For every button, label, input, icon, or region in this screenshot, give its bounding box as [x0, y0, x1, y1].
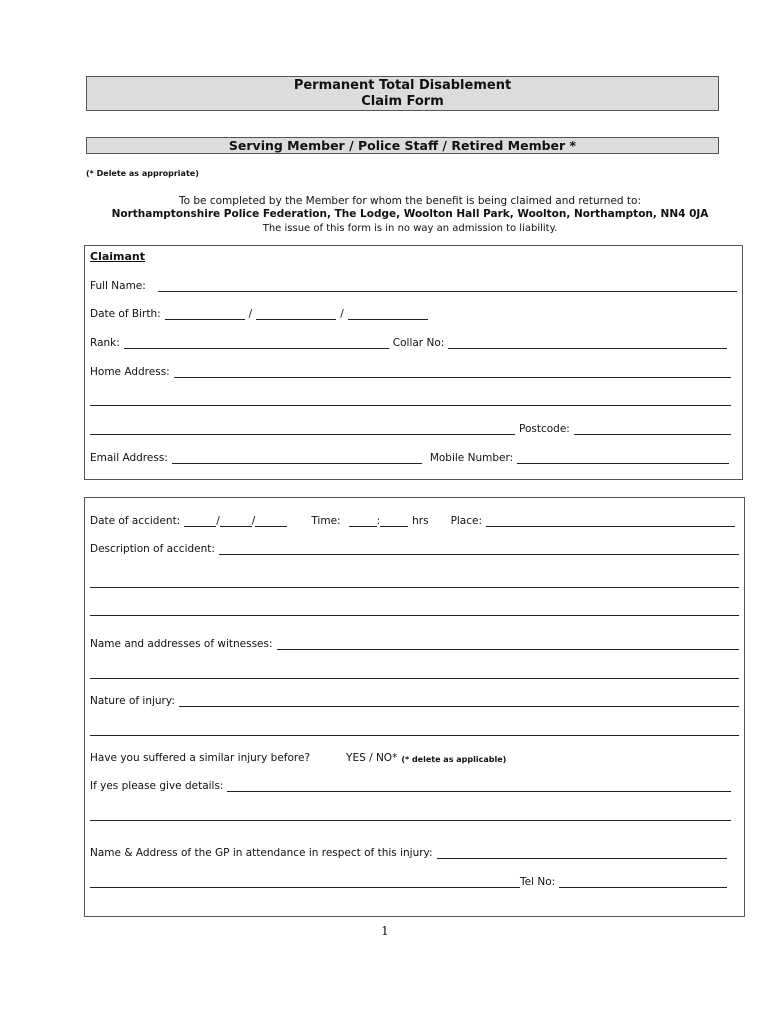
- witnesses-field-1[interactable]: [277, 640, 739, 650]
- time-hours-field[interactable]: [349, 517, 377, 527]
- description-field-2[interactable]: [90, 578, 739, 588]
- title-line-2: Claim Form: [361, 94, 444, 109]
- delete-note: (* Delete as appropriate): [86, 169, 199, 178]
- full-name-row: [90, 278, 737, 292]
- mobile-field[interactable]: [517, 454, 729, 464]
- yes-no-option[interactable]: YES / NO*: [346, 752, 398, 764]
- injury-row: [90, 693, 739, 707]
- home-address-field-1[interactable]: [174, 368, 731, 378]
- postcode-row: [90, 421, 737, 435]
- collar-field[interactable]: [448, 339, 727, 349]
- member-type-heading: Serving Member / Police Staff / Retired Member *: [86, 137, 719, 154]
- dob-month-field[interactable]: [256, 310, 336, 320]
- injury-field-1[interactable]: [179, 697, 739, 707]
- title-line-1: Permanent Total Disablement: [293, 78, 512, 93]
- time-label: Time:: [311, 515, 341, 527]
- accident-year-field[interactable]: [255, 517, 287, 527]
- gp-field-1[interactable]: [437, 849, 727, 859]
- rank-label: Rank:: [90, 337, 120, 349]
- mobile-label: Mobile Number:: [429, 452, 514, 464]
- accident-date-row: [90, 513, 739, 527]
- description-row-3: [90, 602, 739, 616]
- gp-field-2[interactable]: [90, 878, 520, 888]
- accident-month-field[interactable]: [220, 517, 252, 527]
- liability-disclaimer: The issue of this form is in no way an admission to liability.: [262, 223, 558, 234]
- details-field-2[interactable]: [90, 811, 731, 821]
- details-label: If yes please give details:: [90, 780, 224, 792]
- full-name-field[interactable]: [158, 282, 737, 292]
- details-field-1[interactable]: [227, 782, 731, 792]
- similar-injury-row: [90, 750, 739, 764]
- description-field-1[interactable]: [219, 545, 739, 555]
- witnesses-row: [90, 636, 739, 650]
- place-label: Place:: [450, 515, 483, 527]
- rank-row: [90, 335, 737, 349]
- details-row-2: [90, 807, 739, 821]
- postcode-field[interactable]: [574, 425, 731, 435]
- intro-instruction: To be completed by the Member for whom the benefit is being claimed and returned to:: [179, 195, 641, 207]
- postcode-label: Postcode:: [519, 423, 570, 435]
- description-label: Description of accident:: [90, 543, 215, 555]
- full-name-label: Full Name:: [90, 280, 146, 292]
- dob-sep-2: /: [340, 308, 344, 320]
- claimant-section: [84, 245, 743, 480]
- accident-date-label: Date of accident:: [90, 515, 181, 527]
- injury-row-2: [90, 722, 739, 736]
- collar-label: Collar No:: [392, 337, 445, 349]
- dob-label: Date of Birth:: [90, 308, 161, 320]
- email-label: Email Address:: [90, 452, 168, 464]
- claimant-heading: Claimant: [90, 250, 146, 263]
- accident-date-sep-1: /: [216, 515, 220, 527]
- home-address-label: Home Address:: [90, 366, 170, 378]
- rank-field[interactable]: [124, 339, 389, 349]
- dob-day-field[interactable]: [165, 310, 245, 320]
- gp-row-2: [90, 874, 739, 888]
- home-address-field-2[interactable]: [90, 396, 731, 406]
- tel-label: Tel No:: [520, 876, 556, 888]
- witnesses-field-2[interactable]: [90, 669, 739, 679]
- time-minutes-field[interactable]: [380, 517, 408, 527]
- home-address-field-3[interactable]: [90, 425, 515, 435]
- home-address-row: [90, 364, 737, 378]
- description-field-3[interactable]: [90, 606, 739, 616]
- home-address-row-2: [90, 392, 737, 406]
- dob-sep-1: /: [248, 308, 253, 320]
- description-row-2: [90, 574, 739, 588]
- witnesses-row-2: [90, 665, 739, 679]
- contact-row: [90, 450, 737, 464]
- time-sep: :: [376, 515, 381, 527]
- return-address: Northamptonshire Police Federation, The Lodge, Woolton Hall Park, Woolton, Northampton, NN4 0JA: [111, 208, 709, 220]
- details-row: [90, 778, 739, 792]
- injury-label: Nature of injury:: [90, 695, 175, 707]
- description-row: [90, 541, 739, 555]
- tel-field[interactable]: [559, 878, 727, 888]
- accident-day-field[interactable]: [184, 517, 216, 527]
- page-number: 1: [381, 924, 389, 938]
- hrs-label: hrs: [412, 515, 429, 527]
- accident-section: [84, 497, 745, 917]
- delete-applicable-note: (* delete as applicable): [401, 755, 507, 764]
- email-field[interactable]: [172, 454, 422, 464]
- witnesses-label: Name and addresses of witnesses:: [90, 638, 273, 650]
- form-title: [86, 76, 719, 111]
- accident-date-sep-2: /: [251, 515, 256, 527]
- gp-row: [90, 845, 739, 859]
- gp-label: Name & Address of the GP in attendance in respect of this injury:: [90, 847, 433, 859]
- dob-row: [90, 306, 737, 320]
- injury-field-2[interactable]: [90, 726, 739, 736]
- similar-injury-label: Have you suffered a similar injury before?: [90, 752, 311, 764]
- place-field[interactable]: [486, 517, 735, 527]
- dob-year-field[interactable]: [348, 310, 428, 320]
